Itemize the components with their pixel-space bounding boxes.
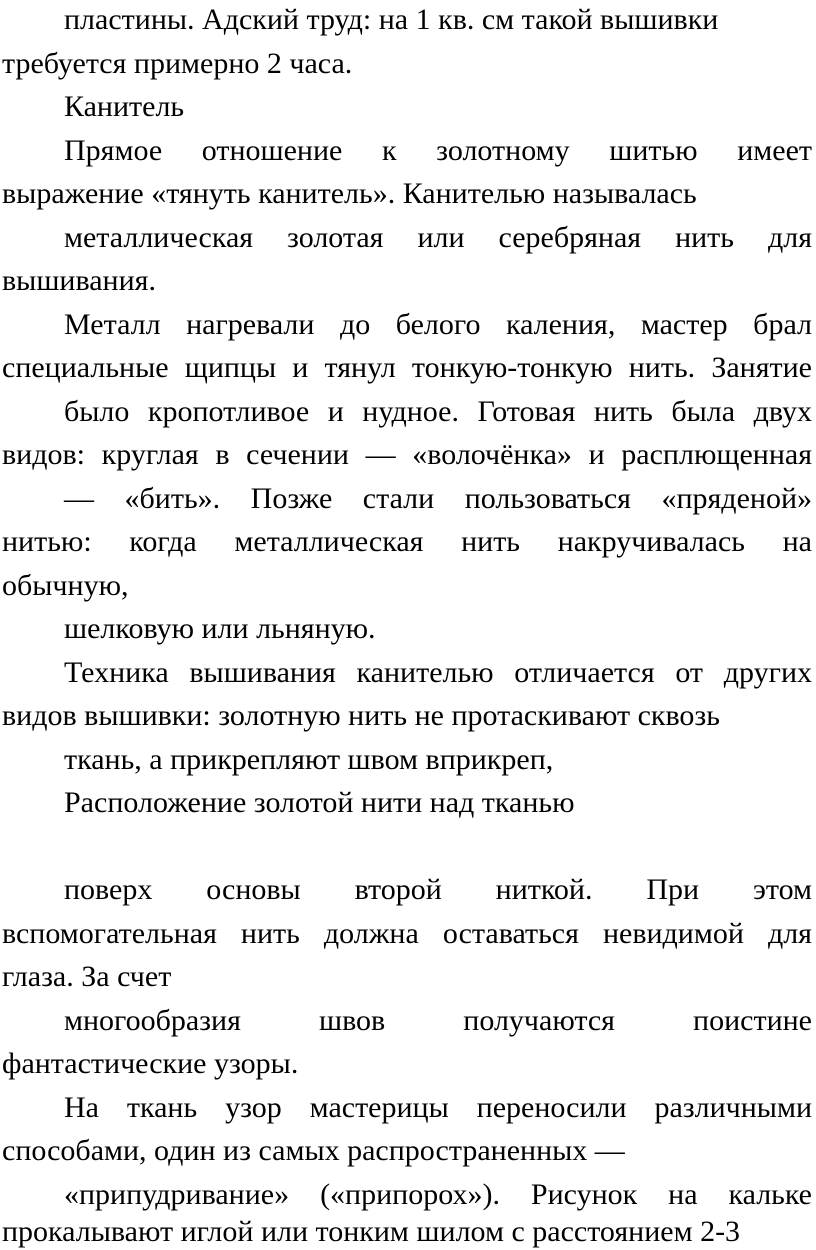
text-line: видов вышивки: золотную нить не протаскивают сквозь	[2, 699, 720, 732]
section-heading: Канитель	[64, 90, 185, 123]
text-line: многообразия швов получаются поистине	[64, 1004, 812, 1037]
text-line: ткань, а прикрепляют швом вприкреп,	[64, 743, 554, 776]
text-line: «припудривание» («припорох»). Рисунок на кальке	[64, 1178, 812, 1211]
text-line: выражение «тянуть канитель». Канителью называлась	[2, 177, 697, 210]
text-line: металлическая золотая или серебряная нить для	[64, 221, 812, 254]
text-line: нитью: когда металлическая нить накручивалась на	[2, 525, 812, 558]
text-line: шелковую или льняную.	[64, 612, 376, 645]
text-line: Расположение золотой нити над тканью	[64, 786, 575, 819]
text-line: обычную,	[2, 569, 129, 602]
text-line: вышивания.	[2, 264, 156, 297]
text-line: пластины. Адский труд: на 1 кв. см такой вышивки	[64, 3, 719, 36]
text-line: прокалывают иглой или тонким шилом с расстоянием 2-3	[2, 1215, 741, 1248]
text-line: способами, один из самых распространенных —	[2, 1134, 625, 1167]
text-line: поверх основы второй ниткой. При этом	[64, 873, 812, 906]
text-line: Техника вышивания канителью отличается от других	[64, 656, 812, 689]
text-line: было кропотливое и нудное. Готовая нить была двух	[64, 395, 812, 428]
text-line: Прямое отношение к золотному шитью имеет	[64, 134, 812, 167]
text-line: видов: круглая в сечении — «волочёнка» и расплющенная	[2, 438, 812, 471]
text-line: глаза. За счет	[2, 960, 172, 993]
text-line: фантастические узоры.	[2, 1047, 299, 1080]
text-line: Металл нагревали до белого каления, мастер брал	[64, 308, 812, 341]
text-line: специальные щипцы и тянул тонкую-тонкую нить. Занятие	[2, 351, 812, 384]
text-line: На ткань узор мастерицы переносили различными	[64, 1091, 812, 1124]
text-line: вспомогательная нить должна оставаться невидимой для	[2, 917, 812, 950]
text-line: требуется примерно 2 часа.	[2, 47, 353, 80]
text-line: — «бить». Позже стали пользоваться «пряденой»	[64, 482, 812, 515]
